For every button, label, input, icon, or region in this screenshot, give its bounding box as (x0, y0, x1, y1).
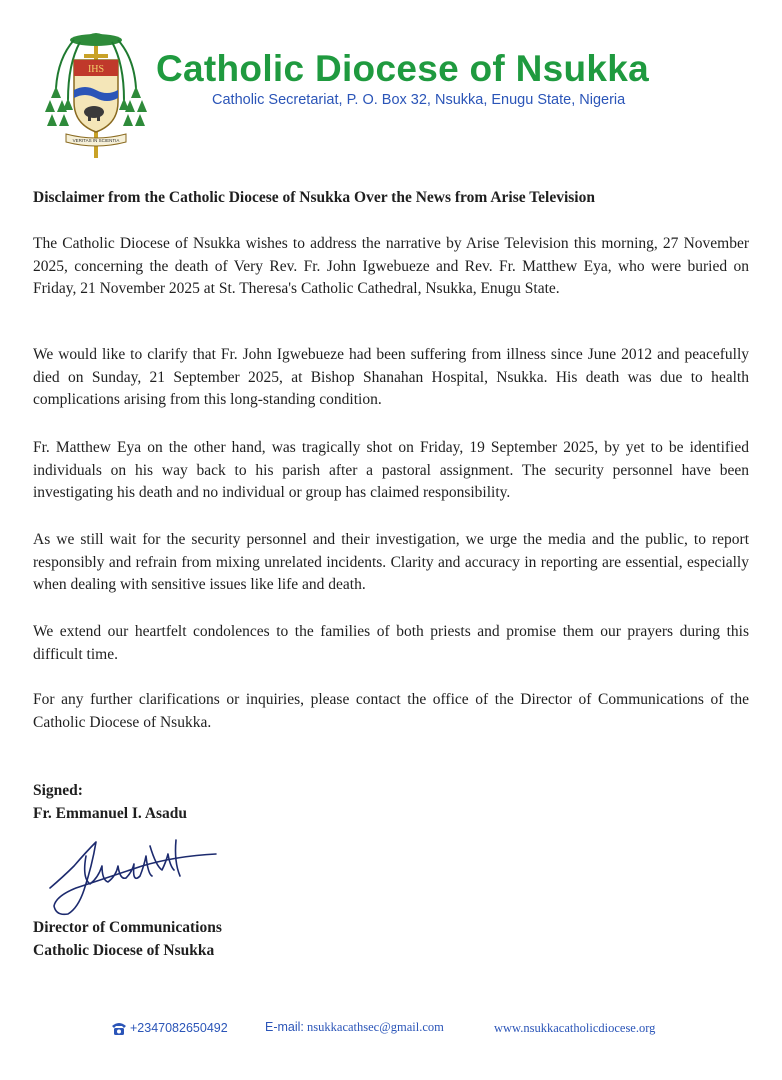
body-paragraph: As we still wait for the security personnel and their investigation, we urge the media and the public, to report responsibly and refrain from mixing unrelated incidents. Clarity and accuracy in reporting are essential, especially when dealing with sensitive issues like life and death. (33, 531, 749, 593)
footer-email (265, 1020, 444, 1035)
body-paragraph: We would like to clarify that Fr. John Igwebueze had been suffering from illness since June 2012 and peacefully died on Sunday, 21 September 2025, at Bishop Shanahan Hospital, Nsukka. His death was due to health complications arising from this long-standing condition. (33, 346, 749, 408)
svg-text:VERITAS IN SCIENTIA: VERITAS IN SCIENTIA (72, 138, 120, 143)
phone-number[interactable]: +2347082650492 (130, 1021, 228, 1035)
body-paragraph: For any further clarifications or inquiries, please contact the office of the Director of Communications of the Catholic Diocese of Nsukka. (33, 691, 749, 731)
body-paragraph: The Catholic Diocese of Nsukka wishes to address the narrative by Arise Television this morning, 27 November 2025, concerning the death of Very Rev. Fr. John Igwebueze and Rev. Fr. Matthew Eya, who were buried on Friday, 21 November 2025 at St. Theresa's Catholic Cathedral, Nsukka, Enugu State. (33, 235, 749, 297)
website-link[interactable]: www.nsukkacatholicdiocese.org (494, 1021, 656, 1035)
document-title: Disclaimer from the Catholic Diocese of Nsukka Over the News from Arise Television (33, 189, 595, 206)
handwritten-signature (46, 826, 222, 922)
signatory-position: Director of Communications (33, 919, 222, 936)
diocese-name: Catholic Diocese of Nsukka (156, 48, 650, 89)
letter-footer (0, 1018, 782, 1042)
signatory-organization: Catholic Diocese of Nsukka (33, 941, 215, 959)
svg-text:IHS: IHS (87, 64, 105, 75)
body-paragraph: Fr. Matthew Eya on the other hand, was tragically shot on Friday, 19 September 2025, by yet to be identified individuals on his way back to his parish after a pastoral assignment. The security personnel have been investigating his death and no individual or group has claimed responsibility. (33, 439, 749, 501)
email-label: E-mail: (265, 1020, 304, 1034)
telephone-icon (110, 1020, 128, 1036)
letterhead (0, 0, 782, 170)
diocese-address: Catholic Secretariat, P. O. Box 32, Nsukka, Enugu State, Nigeria (212, 92, 626, 108)
signatory-name: Fr. Emmanuel I. Asadu (33, 804, 188, 822)
signature-header (33, 780, 187, 825)
signed-label: Signed: (33, 782, 83, 799)
footer-phone (110, 1020, 228, 1036)
signatory-title-block (33, 917, 222, 962)
diocese-coat-of-arms-icon (44, 28, 148, 160)
email-address[interactable]: nsukkacathsec@gmail.com (307, 1020, 444, 1034)
body-paragraph: We extend our heartfelt condolences to the families of both priests and promise them our prayers during this difficult time. (33, 623, 749, 663)
